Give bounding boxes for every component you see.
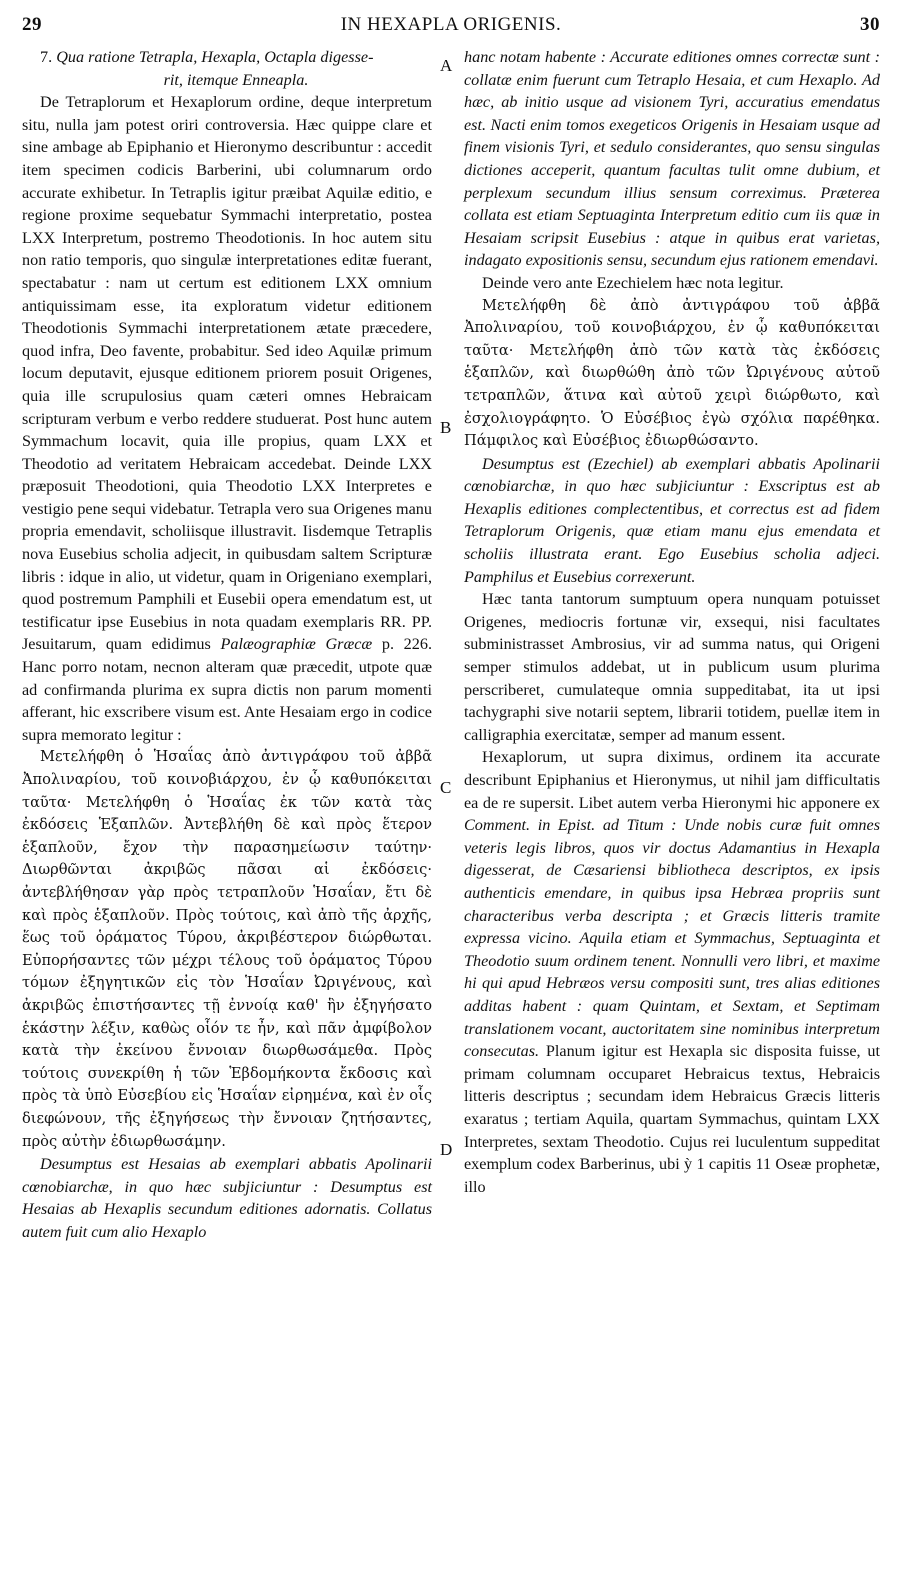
- paragraph: Hæc tanta tantorum sumptuum opera nunquam potuisset Origenes, mediocris fortunæ vir, exsequi, nisi facultates subministrasset Ambrosius, vir ad summa natus, qui Origeni semper stimulos addebat, ut in publicum usum plurima perscriberet, cumulateque omnia suppeditabat, ita ut ipsi tachygraphi sive notarii septem, librarii totidem, puellæ item in calligraphia exercitatæ, semper ad manum essent.: [464, 590, 880, 744]
- greek-note: Μετελήφθη δὲ ἀπὸ ἀντιγράφου τοῦ ἀββᾶ Ἀπολιναρίου, τοῦ κοινοβιάρχου, ἐν ᾧ καθυπόκειται ταῦτα· Μετελήφθη ἀπὸ τῶν κατὰ τὰς ἐκδόσεις ἑξαπλῶν, καὶ διωρθώθη ἀπὸ τῶν Ὠριγένους αὐτοῦ τετραπλῶν, ἅτινα καὶ αὐτοῦ χειρὶ διώρθωτο, καὶ ἐσχολιογράφητο. Ὁ Εὐσέβιος ἐγὼ σχόλια παρέθηκα. Πάμφιλος καὶ Εὐσέβιος ἐδιωρθώσαντο.: [464, 296, 880, 450]
- margin-letter-b: B: [440, 418, 452, 437]
- paragraph: [22, 91, 432, 746]
- paragraph-text: Hexaplorum, ut supra diximus, ordinem ita accurate describunt Epiphanius et Hieronymus, ut nihil jam difficultatis ea de re supersit. Libet autem verba Hieronymi hic apponere ex: [464, 748, 880, 812]
- latin-translation: Desumptus est (Ezechiel) ab exemplari abbatis Apolinarii cœnobiarchæ, in quo hæc subjiciuntur : Exscriptus est ab Hexaplis editiones complectentibus, et correctus est ad fidem Tetraplorum Origenis, quæ etiam manu ejus emendata et scholiis illustrata erant. Ego Eusebius scholia adjeci. Pamphilus et Eusebius correxerunt.: [464, 454, 880, 586]
- section-number: 7.: [40, 48, 53, 66]
- paragraph: Deinde vero ante Ezechielem hæc nota legitur.: [482, 273, 784, 292]
- paragraph-text: De Tetraplorum et Hexaplorum ordine, deque interpretum situ, nulla jam potest oriri controversia. Hæc quippe clare et sine ambage ab Epiphanio et Hieronymo describuntur : accedit item specimen codicis Barberini, ubi columnarum ordo accurate exhibetur. In Tetraplis igitur præibat Aquilæ editio, e regione proxime sequebatur Symmachi interpretatio, postea LXX Interpretum, postremo Theodotionis. In hoc autem situ non ratio temporis, quo singulæ interpretationes editæ fuerant, spectabatur : nam ut certum est editionem LXX omnium antiquissimam esse, ita exploratum videtur editionem Theodotionis Symmachi interpretationem ætate præcedere, quod infra, Deo favente, probabitur. Sed ideo Aquilæ primum locum deputavit, ejusque editionem priorem posuit Origenes, quia ille scrupulosius quam cæteri omnes Hebraicam scripturam verbum e verbo reddere studuerat. Post hunc autem Symmachum locavit, quia ille propius, quam LXX et Theodotio ad veritatem Hebraicam accedebat. Deinde LXX præposuit Theodotioni, quia Theodotio LXX Interpretes e vestigio pene sequi videbatur. Tetrapla vero sua Origenes manu propria emendavit, scholiisque illustravit. Iisdemque Tetraplis nova Eusebius scholia adjecit, in quibusdam saltem Scripturæ libris : idque in alio, ut videtur, quam in Origeniano exemplari, quod postremum Pamphili et Eusebii opera emendatum est, ut testificatur ipse Eusebius in nota quadam exemplaris RR. PP. Jesuitarum, quam edidimus: [22, 93, 432, 654]
- right-column: [464, 46, 880, 1198]
- margin-letter-c: C: [440, 778, 452, 797]
- quotation: Comment. in Epist. ad Titum : Unde nobis curæ fuit omnes veteris legis libros, quos vir doctus Adamantius in Hexapla digesserat, de Cæsariensi bibliotheca descriptos, ex ipsis authenticis emendare, in quibus ipsa Hebræa propriis sunt characteribus verba descripta ; et Græcis litteris tramite expressa vicino. Aquila etiam et Symmachus, Septuaginta et Theodotio suum ordinem tenent. Nonnulli vero libri, et maxime hi qui apud Hebræos versu compositi sunt, tres alias editiones additas habent : quam Quintam, et Sextam, et Septimam translationem vocant, auctoritatem sine nominibus interpretum consecutas.: [464, 816, 880, 1061]
- latin-translation: Desumptus est Hesaias ab exemplari abbatis Apolinarii cœnobiarchæ, in quo hæc subjiciuntur : Desumptus est Hesaias ab Hexaplis secundum editiones adornatis. Collatus autem fuit cum alio Hexaplo: [22, 1155, 432, 1241]
- citation-title: Palæographiæ Græcæ: [220, 635, 373, 654]
- section-title-cont: rit, itemque Enneapla.: [163, 70, 309, 89]
- running-title: IN HEXAPLA ORIGENIS.: [340, 14, 562, 35]
- page-number-right: 30: [860, 14, 880, 35]
- greek-note: Μετελήφθη ὁ Ἡσαΐας ἀπὸ ἀντιγράφου τοῦ ἀββᾶ Ἀπολιναρίου, τοῦ κοινοβιάρχου, ἐν ᾧ καθυπόκειται ταῦτα· Μετελήφθη ὁ Ἡσαΐας ἐκ τῶν κατὰ τὰς ἐκδόσεις Ἑξαπλῶν. Ἀντεβλήθη δὲ καὶ πρὸς ἕτερον ἑξαπλοῦν, ἔχον τὴν παρασημείωσιν ταύτην· Διωρθῶνται ἀκριβῶς πᾶσαι αἱ ἐκδόσεις· ἀντεβλήθησαν γὰρ πρὸς τετραπλοῦν Ἡσαΐαν, ἔτι δὲ καὶ πρὸς ἑξαπλοῦν. Πρὸς τούτοις, καὶ ἀπὸ τῆς ἀρχῆς, ἕως τοῦ ὁράματος Τύρου, ἀκριβέστερον διώρθωται. Εὐπορήσαντες τῶν μέχρι τέλους τοῦ ὁράματος Τύρου τόμων ἐξηγητικῶν εἰς τὸν Ἡσαΐαν Ὠριγένους, καὶ ἀκριβῶς ἐπιστήσαντες τῇ ἐννοίᾳ καθ' ἣν ἐξηγήσατο ἑκάστην λέξιν, καθὼς οἷόν τε ἦν, καὶ πᾶν ἀμφίβολον κατὰ τὴν ἐκείνου ἔννοιαν διωρθωσάμεθα. Πρὸς τούτοις συνεκρίθη ἡ τῶν Ἑβδομήκοντα ἔκδοσις καὶ πρὸς τὰ ὑπὸ Εὐσεβίου εἰς Ἡσαΐαν εἰρημένα, καὶ ἐν οἷς διεφώνουν, τῆς ἐξηγήσεως τὴν ἔννοιαν ζητήσαντες, πρὸς αὐτὴν ἐδιωρθωσάμην.: [22, 748, 432, 1150]
- paragraph: [464, 746, 880, 1198]
- running-header: [22, 14, 880, 40]
- left-column: [22, 46, 432, 1243]
- section-heading: [22, 46, 432, 91]
- paragraph-text: p. 226. Hanc porro notam, necnon alteram quæ præcedit, utpote quæ ad confirmanda plurima ex supra dictis non parum momenti afferant, hic exscribere visum est. Ante Hesaiam ergo in codice supra memorato legitur :: [22, 635, 433, 744]
- margin-letter-a: A: [440, 56, 453, 75]
- margin-letter-d: D: [440, 1140, 453, 1159]
- page-number-left: 29: [22, 14, 42, 35]
- paragraph-text: Planum igitur est Hexapla sic disposita fuisse, ut primam columnam occuparet Hebraicus textus, Hebraicis litteris descriptus ; secundam idem Hebraicus Græcis litteris exaratus ; tertiam Aquila, quartam Symmachus, quintam LXX Interpretes, sextam Theodotio. Cujus rei luculentum suppeditat exemplum codex Barberinus, ubi ỳ 1 capitis 11 Oseæ prophetæ, illo: [464, 1042, 881, 1196]
- latin-translation-cont: hanc notam habente : Accurate editiones omnes correctæ sunt : collatæ enim fuerunt cum Tetraplo Hesaia, et cum Hexaplo. Ad hæc, ab initio usque ad visionem Tyri, accuratius emendatus est. Nacti enim tomos exegeticos Origenis in Hesaiam usque ad finem visionis Tyri, et sedulo considerantes, quo sensu singulas dictiones acceperit, quantum facultas tulit omne dubium, et perplexum secundum illius sensum correximus. Præterea collata est etiam Septuaginta Interpretum editio cum iis quæ in Hesaiam scripsit Eusebius : atque in quibus erat varietas, indagato expositionis sensu, secundum ejus rationem emendavi.: [464, 48, 880, 270]
- section-title: Qua ratione Tetrapla, Hexapla, Octapla digesse-: [56, 48, 374, 66]
